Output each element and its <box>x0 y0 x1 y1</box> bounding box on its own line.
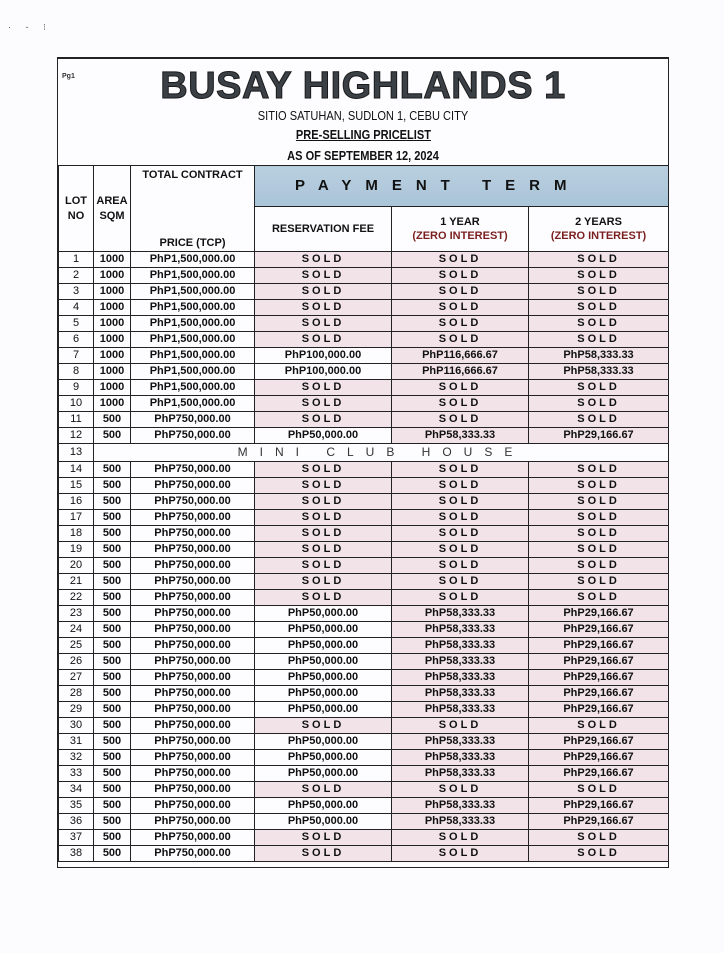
two-years-cell: SOLD <box>529 830 669 846</box>
tcp-cell: PhP1,500,000.00 <box>131 268 255 284</box>
lot-no-cell: 25 <box>59 638 94 654</box>
table-row <box>59 462 669 478</box>
table-row <box>59 364 669 380</box>
tcp-cell: PhP750,000.00 <box>131 510 255 526</box>
lot-no-cell: 27 <box>59 670 94 686</box>
area-cell: 500 <box>94 750 131 766</box>
tcp-cell: PhP1,500,000.00 <box>131 396 255 412</box>
reservation-fee-cell: SOLD <box>255 510 392 526</box>
tcp-cell: PhP750,000.00 <box>131 428 255 444</box>
tcp-cell: PhP750,000.00 <box>131 766 255 782</box>
one-year-cell: PhP58,333.33 <box>392 750 529 766</box>
area-cell: 1000 <box>94 316 131 332</box>
tcp-cell: PhP750,000.00 <box>131 798 255 814</box>
reservation-fee-cell: SOLD <box>255 268 392 284</box>
table-row <box>59 718 669 734</box>
reservation-fee-cell: SOLD <box>255 782 392 798</box>
one-year-cell: SOLD <box>392 396 529 412</box>
lot-no-cell: 30 <box>59 718 94 734</box>
lot-no-cell: 21 <box>59 574 94 590</box>
area-cell: 500 <box>94 542 131 558</box>
lot-no-cell: 14 <box>59 462 94 478</box>
one-year-cell: PhP58,333.33 <box>392 606 529 622</box>
two-years-cell: SOLD <box>529 526 669 542</box>
two-years-cell: PhP29,166.67 <box>529 654 669 670</box>
two-years-cell: PhP58,333.33 <box>529 364 669 380</box>
table-row <box>59 494 669 510</box>
tcp-cell: PhP1,500,000.00 <box>131 316 255 332</box>
table-body-lots-14-38 <box>59 462 669 862</box>
one-year-cell: SOLD <box>392 252 529 268</box>
area-cell: 1000 <box>94 380 131 396</box>
one-year-cell: PhP58,333.33 <box>392 686 529 702</box>
lot-no-cell: 10 <box>59 396 94 412</box>
lot-no-cell: 9 <box>59 380 94 396</box>
lot-no-cell: 19 <box>59 542 94 558</box>
reservation-fee-cell: SOLD <box>255 846 392 862</box>
reservation-fee-cell: SOLD <box>255 412 392 428</box>
table-row <box>59 670 669 686</box>
tcp-cell: PhP750,000.00 <box>131 606 255 622</box>
document-title: BUSAY HIGHLANDS 1 <box>160 65 566 107</box>
two-years-cell: PhP29,166.67 <box>529 686 669 702</box>
club-house-lot: 13 <box>59 444 94 462</box>
table-row <box>59 300 669 316</box>
header-area-sqm: AREA SQM <box>94 166 131 252</box>
area-cell: 500 <box>94 526 131 542</box>
lot-no-cell: 22 <box>59 590 94 606</box>
area-cell: 500 <box>94 638 131 654</box>
table-row <box>59 654 669 670</box>
reservation-fee-cell: PhP50,000.00 <box>255 734 392 750</box>
one-year-cell: PhP58,333.33 <box>392 670 529 686</box>
reservation-fee-cell: SOLD <box>255 574 392 590</box>
two-years-cell: SOLD <box>529 782 669 798</box>
tcp-cell: PhP750,000.00 <box>131 734 255 750</box>
table-row <box>59 622 669 638</box>
reservation-fee-cell: PhP50,000.00 <box>255 766 392 782</box>
table-row <box>59 846 669 862</box>
area-cell: 500 <box>94 670 131 686</box>
lot-no-cell: 32 <box>59 750 94 766</box>
lot-no-cell: 28 <box>59 686 94 702</box>
area-cell: 500 <box>94 718 131 734</box>
two-years-cell: SOLD <box>529 718 669 734</box>
two-years-cell: SOLD <box>529 542 669 558</box>
reservation-fee-cell: SOLD <box>255 526 392 542</box>
reservation-fee-cell: SOLD <box>255 332 392 348</box>
area-cell: 500 <box>94 574 131 590</box>
reservation-fee-cell: PhP50,000.00 <box>255 702 392 718</box>
table-row <box>59 686 669 702</box>
area-cell: 500 <box>94 558 131 574</box>
tcp-cell: PhP1,500,000.00 <box>131 364 255 380</box>
area-cell: 1000 <box>94 268 131 284</box>
table-row <box>59 412 669 428</box>
one-year-cell: SOLD <box>392 510 529 526</box>
reservation-fee-cell: PhP50,000.00 <box>255 638 392 654</box>
two-years-cell: PhP58,333.33 <box>529 348 669 364</box>
one-year-cell: SOLD <box>392 462 529 478</box>
lot-no-cell: 23 <box>59 606 94 622</box>
club-house-label: MINI CLUB HOUSE <box>94 444 669 462</box>
tcp-cell: PhP750,000.00 <box>131 670 255 686</box>
table-row <box>59 348 669 364</box>
two-years-cell: SOLD <box>529 574 669 590</box>
scan-marks: · - ⁝ <box>8 22 52 32</box>
reservation-fee-cell: PhP50,000.00 <box>255 798 392 814</box>
reservation-fee-cell: PhP50,000.00 <box>255 622 392 638</box>
area-cell: 1000 <box>94 284 131 300</box>
tcp-cell: PhP750,000.00 <box>131 702 255 718</box>
table-row <box>59 750 669 766</box>
reservation-fee-cell: PhP100,000.00 <box>255 364 392 380</box>
header-two-years: 2 YEARS (ZERO INTEREST) <box>529 207 669 252</box>
one-year-cell: SOLD <box>392 380 529 396</box>
one-year-cell: SOLD <box>392 542 529 558</box>
lot-no-cell: 4 <box>59 300 94 316</box>
table-row <box>59 268 669 284</box>
one-year-cell: SOLD <box>392 574 529 590</box>
tcp-cell: PhP750,000.00 <box>131 718 255 734</box>
one-year-cell: PhP116,666.67 <box>392 364 529 380</box>
tcp-cell: PhP1,500,000.00 <box>131 348 255 364</box>
area-cell: 500 <box>94 654 131 670</box>
area-cell: 500 <box>94 846 131 862</box>
page-marker: Pg1 <box>62 73 75 80</box>
reservation-fee-cell: SOLD <box>255 590 392 606</box>
one-year-cell: SOLD <box>392 316 529 332</box>
tcp-cell: PhP1,500,000.00 <box>131 252 255 268</box>
area-cell: 500 <box>94 766 131 782</box>
lot-no-cell: 29 <box>59 702 94 718</box>
one-year-cell: PhP58,333.33 <box>392 814 529 830</box>
one-year-cell: PhP58,333.33 <box>392 654 529 670</box>
one-year-cell: PhP58,333.33 <box>392 638 529 654</box>
area-cell: 500 <box>94 606 131 622</box>
area-cell: 500 <box>94 782 131 798</box>
area-cell: 500 <box>94 734 131 750</box>
club-house-section <box>59 444 669 462</box>
tcp-cell: PhP750,000.00 <box>131 638 255 654</box>
tcp-cell: PhP750,000.00 <box>131 526 255 542</box>
two-years-cell: SOLD <box>529 300 669 316</box>
header-tcp: TOTAL CONTRACT PRICE (TCP) <box>131 166 255 252</box>
two-years-cell: PhP29,166.67 <box>529 766 669 782</box>
club-house-row <box>59 444 669 462</box>
area-cell: 500 <box>94 830 131 846</box>
reservation-fee-cell: SOLD <box>255 462 392 478</box>
table-row <box>59 798 669 814</box>
lot-no-cell: 12 <box>59 428 94 444</box>
two-years-cell: SOLD <box>529 284 669 300</box>
area-cell: 500 <box>94 798 131 814</box>
lot-no-cell: 35 <box>59 798 94 814</box>
area-cell: 500 <box>94 412 131 428</box>
lot-no-cell: 31 <box>59 734 94 750</box>
area-cell: 1000 <box>94 396 131 412</box>
table-row <box>59 814 669 830</box>
two-years-cell: SOLD <box>529 510 669 526</box>
two-years-cell: SOLD <box>529 846 669 862</box>
tcp-cell: PhP1,500,000.00 <box>131 332 255 348</box>
two-years-cell: PhP29,166.67 <box>529 750 669 766</box>
one-year-cell: SOLD <box>392 558 529 574</box>
reservation-fee-cell: SOLD <box>255 316 392 332</box>
table-row <box>59 316 669 332</box>
area-cell: 500 <box>94 494 131 510</box>
area-cell: 1000 <box>94 364 131 380</box>
lot-no-cell: 3 <box>59 284 94 300</box>
area-cell: 500 <box>94 590 131 606</box>
lot-no-cell: 26 <box>59 654 94 670</box>
two-years-cell: SOLD <box>529 332 669 348</box>
lot-no-cell: 7 <box>59 348 94 364</box>
tcp-cell: PhP1,500,000.00 <box>131 284 255 300</box>
table-row <box>59 332 669 348</box>
two-years-cell: SOLD <box>529 412 669 428</box>
lot-no-cell: 1 <box>59 252 94 268</box>
two-years-cell: SOLD <box>529 478 669 494</box>
one-year-cell: SOLD <box>392 718 529 734</box>
area-cell: 500 <box>94 814 131 830</box>
two-years-cell: SOLD <box>529 494 669 510</box>
header-reservation-fee: RESERVATION FEE <box>255 207 392 252</box>
two-years-cell: SOLD <box>529 268 669 284</box>
two-years-cell: PhP29,166.67 <box>529 606 669 622</box>
table-row <box>59 734 669 750</box>
lot-no-cell: 2 <box>59 268 94 284</box>
reservation-fee-cell: PhP50,000.00 <box>255 428 392 444</box>
two-years-cell: PhP29,166.67 <box>529 734 669 750</box>
area-cell: 500 <box>94 702 131 718</box>
tcp-cell: PhP750,000.00 <box>131 478 255 494</box>
tcp-cell: PhP1,500,000.00 <box>131 300 255 316</box>
reservation-fee-cell: SOLD <box>255 300 392 316</box>
one-year-cell: PhP58,333.33 <box>392 702 529 718</box>
reservation-fee-cell: SOLD <box>255 284 392 300</box>
table-row <box>59 526 669 542</box>
lot-no-cell: 34 <box>59 782 94 798</box>
tcp-cell: PhP750,000.00 <box>131 654 255 670</box>
area-cell: 1000 <box>94 300 131 316</box>
table-row <box>59 574 669 590</box>
reservation-fee-cell: SOLD <box>255 252 392 268</box>
tcp-cell: PhP750,000.00 <box>131 412 255 428</box>
table-row <box>59 284 669 300</box>
one-year-cell: PhP58,333.33 <box>392 766 529 782</box>
one-year-cell: SOLD <box>392 526 529 542</box>
lot-no-cell: 8 <box>59 364 94 380</box>
one-year-cell: SOLD <box>392 300 529 316</box>
reservation-fee-cell: SOLD <box>255 558 392 574</box>
lot-no-cell: 11 <box>59 412 94 428</box>
tcp-cell: PhP750,000.00 <box>131 750 255 766</box>
reservation-fee-cell: SOLD <box>255 830 392 846</box>
table-row <box>59 702 669 718</box>
area-cell: 500 <box>94 462 131 478</box>
lot-no-cell: 6 <box>59 332 94 348</box>
one-year-cell: PhP58,333.33 <box>392 798 529 814</box>
area-cell: 500 <box>94 510 131 526</box>
one-year-cell: SOLD <box>392 284 529 300</box>
tcp-cell: PhP1,500,000.00 <box>131 380 255 396</box>
area-cell: 500 <box>94 428 131 444</box>
two-years-cell: PhP29,166.67 <box>529 428 669 444</box>
lot-no-cell: 24 <box>59 622 94 638</box>
area-cell: 1000 <box>94 252 131 268</box>
table-row <box>59 428 669 444</box>
as-of-date: AS OF SEPTEMBER 12, 2024 <box>287 148 439 163</box>
lot-no-cell: 36 <box>59 814 94 830</box>
reservation-fee-cell: SOLD <box>255 494 392 510</box>
tcp-cell: PhP750,000.00 <box>131 622 255 638</box>
reservation-fee-cell: SOLD <box>255 380 392 396</box>
table-row <box>59 638 669 654</box>
header-lot-no: LOT NO <box>59 166 94 252</box>
two-years-cell: SOLD <box>529 558 669 574</box>
one-year-cell: SOLD <box>392 478 529 494</box>
lot-no-cell: 38 <box>59 846 94 862</box>
reservation-fee-cell: SOLD <box>255 542 392 558</box>
tcp-cell: PhP750,000.00 <box>131 574 255 590</box>
area-cell: 500 <box>94 478 131 494</box>
tcp-cell: PhP750,000.00 <box>131 494 255 510</box>
two-years-cell: PhP29,166.67 <box>529 670 669 686</box>
reservation-fee-cell: PhP50,000.00 <box>255 750 392 766</box>
tcp-cell: PhP750,000.00 <box>131 462 255 478</box>
reservation-fee-cell: PhP50,000.00 <box>255 654 392 670</box>
reservation-fee-cell: PhP100,000.00 <box>255 348 392 364</box>
one-year-cell: PhP58,333.33 <box>392 428 529 444</box>
one-year-cell: SOLD <box>392 268 529 284</box>
tcp-cell: PhP750,000.00 <box>131 846 255 862</box>
lot-no-cell: 18 <box>59 526 94 542</box>
lot-no-cell: 15 <box>59 478 94 494</box>
lot-no-cell: 20 <box>59 558 94 574</box>
lot-no-cell: 5 <box>59 316 94 332</box>
two-years-cell: SOLD <box>529 380 669 396</box>
area-cell: 500 <box>94 622 131 638</box>
two-years-cell: SOLD <box>529 316 669 332</box>
table-body-lots-1-12 <box>59 252 669 444</box>
one-year-cell: SOLD <box>392 590 529 606</box>
two-years-cell: PhP29,166.67 <box>529 798 669 814</box>
tcp-cell: PhP750,000.00 <box>131 686 255 702</box>
tcp-cell: PhP750,000.00 <box>131 542 255 558</box>
table-row <box>59 380 669 396</box>
one-year-cell: PhP58,333.33 <box>392 734 529 750</box>
one-year-cell: SOLD <box>392 494 529 510</box>
table-row <box>59 252 669 268</box>
lot-no-cell: 16 <box>59 494 94 510</box>
tcp-cell: PhP750,000.00 <box>131 558 255 574</box>
pricelist-sheet <box>57 57 669 868</box>
reservation-fee-cell: PhP50,000.00 <box>255 670 392 686</box>
pricelist-heading: PRE-SELLING PRICELIST <box>295 127 431 142</box>
price-table <box>58 165 669 862</box>
one-year-cell: SOLD <box>392 332 529 348</box>
one-year-cell: SOLD <box>392 846 529 862</box>
reservation-fee-cell: PhP50,000.00 <box>255 814 392 830</box>
area-cell: 1000 <box>94 348 131 364</box>
one-year-cell: SOLD <box>392 830 529 846</box>
table-row <box>59 782 669 798</box>
header-one-year: 1 YEAR (ZERO INTEREST) <box>392 207 529 252</box>
two-years-cell: SOLD <box>529 252 669 268</box>
reservation-fee-cell: SOLD <box>255 396 392 412</box>
header-payment-term: PAYMENT TERM <box>255 166 669 207</box>
one-year-cell: SOLD <box>392 412 529 428</box>
reservation-fee-cell: PhP50,000.00 <box>255 686 392 702</box>
reservation-fee-cell: SOLD <box>255 718 392 734</box>
location: SITIO SATUHAN, SUDLON 1, CEBU CITY <box>257 108 469 123</box>
two-years-cell: PhP29,166.67 <box>529 638 669 654</box>
two-years-cell: SOLD <box>529 396 669 412</box>
table-row <box>59 510 669 526</box>
two-years-cell: PhP29,166.67 <box>529 622 669 638</box>
one-year-cell: SOLD <box>392 782 529 798</box>
table-row <box>59 396 669 412</box>
reservation-fee-cell: SOLD <box>255 478 392 494</box>
table-row <box>59 542 669 558</box>
tcp-cell: PhP750,000.00 <box>131 830 255 846</box>
area-cell: 500 <box>94 686 131 702</box>
one-year-cell: PhP116,666.67 <box>392 348 529 364</box>
tcp-cell: PhP750,000.00 <box>131 590 255 606</box>
reservation-fee-cell: PhP50,000.00 <box>255 606 392 622</box>
table-row <box>59 558 669 574</box>
table-row <box>59 478 669 494</box>
tcp-cell: PhP750,000.00 <box>131 782 255 798</box>
two-years-cell: SOLD <box>529 462 669 478</box>
area-cell: 1000 <box>94 332 131 348</box>
two-years-cell: PhP29,166.67 <box>529 814 669 830</box>
table-row <box>59 830 669 846</box>
one-year-cell: PhP58,333.33 <box>392 622 529 638</box>
tcp-cell: PhP750,000.00 <box>131 814 255 830</box>
table-row <box>59 606 669 622</box>
lot-no-cell: 33 <box>59 766 94 782</box>
lot-no-cell: 37 <box>59 830 94 846</box>
lot-no-cell: 17 <box>59 510 94 526</box>
table-row <box>59 766 669 782</box>
two-years-cell: SOLD <box>529 590 669 606</box>
two-years-cell: PhP29,166.67 <box>529 702 669 718</box>
table-row <box>59 590 669 606</box>
